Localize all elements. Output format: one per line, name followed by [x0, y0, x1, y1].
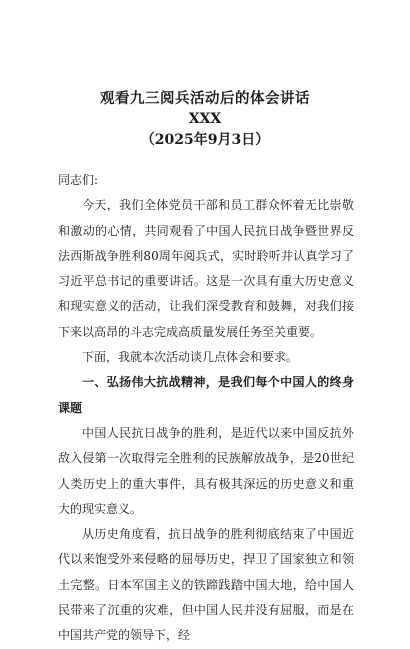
document-date: （2025年9月3日）	[140, 132, 270, 148]
paragraph: 下面，我就本次活动谈几点体会和要求。	[82, 350, 299, 365]
paragraph: 中国人民抗日战争的胜利，是近代以来中国反抗外敌入侵第一次取得完全胜利的民族解放战争，是20世纪人类历史上的重大事件，具有极其深远的历史意义和重大的现实意义。	[58, 425, 354, 516]
document-body	[58, 168, 354, 649]
paragraph: 从历史角度看，抗日战争的胜利彻底结束了中国近代以来饱受外来侵略的屈辱历史，捍卫了国家独立和领土完整。日本军国主义的铁蹄践踏中国大地，给中国人民带来了沉重的灾难，但中国人民并没有屈服，而是在中国共产党的领导下，经	[58, 527, 354, 643]
section-heading: 一、弘扬伟大抗战精神，是我们每个中国人的终身课题	[58, 375, 354, 415]
document-title: 观看九三阅兵活动后的体会讲话	[100, 90, 310, 107]
author-name: XXX	[188, 111, 222, 127]
greeting: 同志们:	[58, 173, 99, 187]
title-block	[0, 88, 410, 151]
paragraph: 今天，我们全体党员干部和员工群众怀着无比崇敬和激动的心情，共同观看了中国人民抗日战争暨世界反法西斯战争胜利80周年阅兵式，实时聆听并认真学习了习近平总书记的重要讲话。这是一次具有重大历史意义和现实意义的活动，让我们深受教育和鼓舞，对我们接下来以高昂的斗志完成高质量发展任务至关重要。	[58, 198, 354, 339]
